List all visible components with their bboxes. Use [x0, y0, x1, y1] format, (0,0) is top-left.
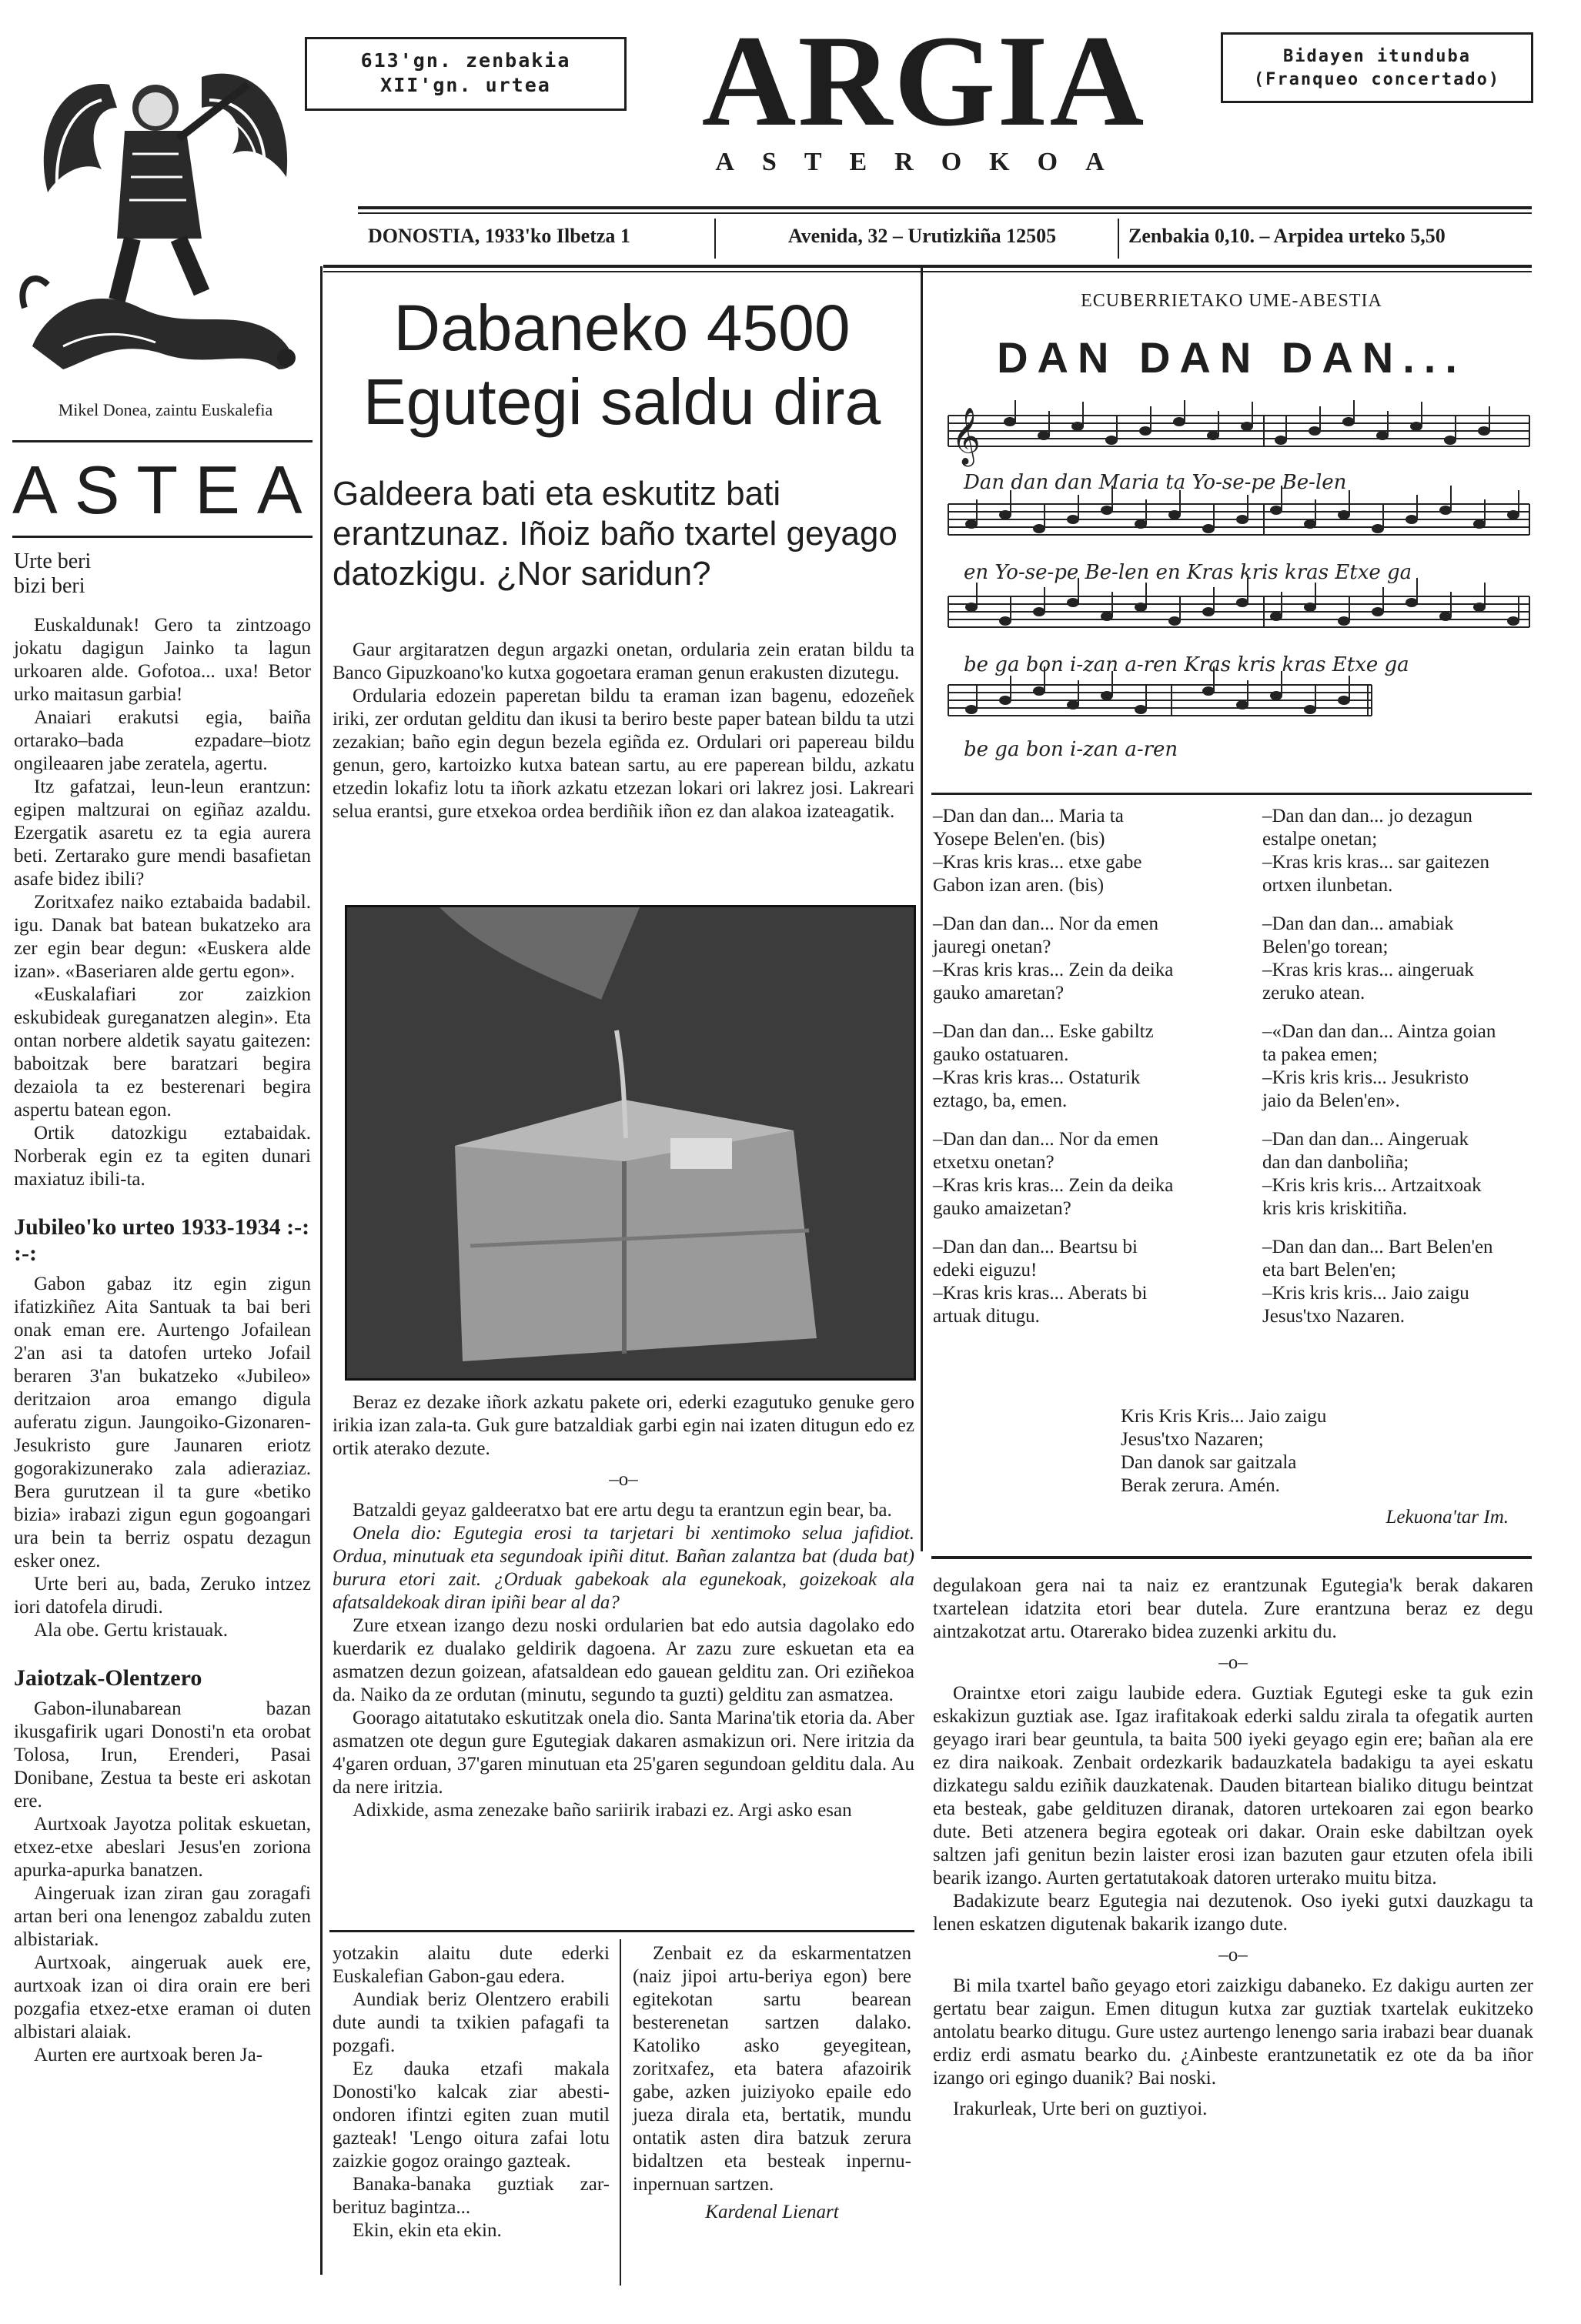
note-head — [1275, 436, 1287, 445]
verse-line: –Kras kris kras... Zein da deika — [933, 1175, 1174, 1196]
note-head — [1004, 417, 1016, 426]
masthead-rule-bottom-2 — [323, 271, 1532, 272]
verse-line: –Dan dan dan... amabiak — [1262, 913, 1454, 934]
verse-line: Jesus'txo Nazaren. — [1262, 1306, 1405, 1327]
olentzero-paragraph: Gabon-ilunabarean bazan ikusgafirik ugari Donosti'n eta orobat Tolosa, Irun, Erenderi, Pasai Donibane, Zestua ta beste eri askotan ere. — [14, 1698, 311, 1811]
note-head — [1071, 422, 1084, 431]
verse-line: ta pakea emen; — [1262, 1044, 1378, 1065]
note-head — [1067, 700, 1079, 710]
verse-right-1 — [1262, 805, 1539, 897]
verse-line: eztago, ba, emen. — [933, 1090, 1068, 1111]
astea-head-1: Urte beri — [14, 549, 92, 573]
note-head — [1135, 603, 1147, 612]
verse-line: gauko amaretan? — [933, 983, 1065, 1003]
verse-line: jauregi onetan? — [933, 937, 1051, 957]
verse-line: –Dan dan dan... Maria ta — [933, 806, 1124, 826]
note-head — [1444, 436, 1456, 445]
note-head — [965, 519, 978, 529]
masthead-divider-2 — [1118, 219, 1119, 259]
body-paragraph: Zure etxean izango dezu noski ordularien bat edo autsia dagolako edo kuerdarik ez dualako geldirik dagoena. Ar zazu zure eskuetan eta ea asmatzen dezun goizean, afatsaldean edo gauean gelditu zan. Ori eziñekoa da. Naiko da ze ordutan (minutu, segundo ta guzti) gelditu zan asmatzea. — [333, 1615, 914, 1705]
astea-paragraph: Itz gafatzai, leun-leun erantzun: egipen maltzurai on egiñaz azaldu. Ezergatik asaretu ez ta egia aurera beti. Zertarako gure mendi basafietan asafe bidez ibili? — [14, 776, 311, 890]
col-left-bottom-paragraph: Aundiak beriz Olentzero erabili dute aundi ta txikien pafagafi ta pozgafi. — [333, 1989, 610, 2056]
main-intro-paragraph: Ordularia edozein paperetan bildu ta eraman izan bagenu, edozeñek iriki, zer ordutan gelditu dan ikusi ta beriro beste paper batean bildu ta utzi zezakian; baño egin degun bezela egiñda ez. Ordulari ori papereau bildu genun, gero, kartoizko kutxa batean sartu, au ere paperean bildu, azkatu etzedin lokafiz lotu ta iñork azkatu etzezan lokari ori lakrez josi. Lakreari selua erantsi, gure etxekoa ordea berdiñik iñon ez dan alakoa izateagatik. — [333, 686, 914, 822]
note-head — [965, 603, 978, 612]
verse-line: gauko amaizetan? — [933, 1198, 1071, 1219]
jubileo-body — [14, 1273, 311, 1642]
note-head — [1101, 506, 1113, 515]
masthead-rule-top — [358, 206, 1532, 209]
lyric-line-2: en Yo-se-pe Be-len en Kras kris kras Etxe ga — [964, 561, 1412, 584]
after-photo-paragraph: Beraz ez dezake iñork azkatu pakete ori, ederki ezagutuko genuke gero irikia izan zala-ta. Guk gure batzaldiak garbi egin nai izaten ditugun edo ez ortik aterako dezute. — [333, 1392, 914, 1459]
note-head — [1067, 598, 1079, 607]
verse-line: dan dan danboliña; — [1262, 1152, 1409, 1173]
verse-line: Belen'go torean; — [1262, 937, 1389, 957]
issue-box — [305, 37, 627, 111]
separator: –o– — [609, 1469, 638, 1490]
col-right-bottom-paragraph: degulakoan gera nai ta naiz ez erantzunak Egutegia'k berak dakaren txartelean idatzita etori bear dutela. Zure erantzuna beraz ez degu aintzakotzat artu. Otarerako bidea zuzenki arkitu du. — [933, 1575, 1533, 1642]
verse-line: kris kris kriskitiña. — [1262, 1198, 1408, 1219]
main-headline-line-1: Dabaneko 4500 — [393, 292, 851, 364]
col-left-bottom-paragraph: Ekin, ekin eta ekin. — [353, 2220, 502, 2241]
verse-line: Yosepe Belen'en. (bis) — [933, 829, 1105, 850]
note-head — [1202, 607, 1215, 616]
verse-line: –Dan dan dan... Eske gabiltz — [933, 1021, 1154, 1042]
verse-line: etxetxu onetan? — [933, 1152, 1055, 1173]
verse-right-4 — [1262, 1128, 1539, 1220]
verse-line: –Dan dan dan... jo dezagun — [1262, 806, 1472, 826]
verses-left — [933, 805, 1233, 1344]
note-head — [1507, 510, 1519, 519]
verses-right — [1262, 805, 1539, 1344]
astea-paragraph: Anaiari erakutsi egia, baiña ortarako–bada ezpadare–biotz ongileaaren jabe zeratela, agertu. — [14, 707, 311, 774]
body-paragraph: Adixkide, asma zenezake baño sariirik irabazi ez. Argi asko esan — [353, 1800, 852, 1821]
note-head — [1376, 431, 1389, 440]
verse-line: –Dan dan dan... Bart Belen'en — [1262, 1237, 1493, 1257]
note-head — [1406, 598, 1418, 607]
note-head — [1135, 705, 1147, 714]
jubileo-heading: Jubileo'ko urteo 1933-1934 :-: :-: — [14, 1214, 310, 1266]
olentzero-paragraph: Aurtxoak, aingeruak auek ere, aurtxoak izan oi dira orain ere beri pozgafia etxez-etxe eraman oi duten albistari alaiak. — [14, 1952, 311, 2042]
body-paragraph: Goorago aitatutako eskutitzak onela dio. Santa Marina'tik etoria da. Aber asmatzen ote degun gure Egutegiak dakaren asmakizun ori. Nere iritzia da 4'garen orduan, 37'garen minutuan eta 25'garen segundoan gelditu dala. Au da nere iritzia. — [333, 1708, 914, 1798]
note-head — [1139, 426, 1151, 436]
col-right-bottom-paragraph: Irakurleak, Urte beri on guztiyoi. — [953, 2099, 1208, 2119]
postage-line-2: (Franqueo concertado) — [1253, 70, 1501, 89]
note-head — [1105, 436, 1118, 445]
column-rule-left — [320, 266, 323, 2275]
astea-body — [14, 614, 311, 1191]
note-head — [1270, 691, 1282, 700]
address: Avenida, 32 – Urutizkiña 12505 — [787, 225, 1057, 247]
lyric-line-4: be ga bon i-zan a-ren — [964, 738, 1178, 761]
note-head — [999, 696, 1011, 705]
note-head — [1338, 510, 1350, 519]
song-score-rule — [931, 793, 1532, 795]
note-head — [1168, 616, 1181, 626]
verse-line: gauko ostatuaren. — [933, 1044, 1069, 1065]
masthead-rule-bottom — [323, 265, 1532, 268]
verse-right-5 — [1262, 1236, 1539, 1328]
verse-left-3 — [933, 1020, 1233, 1113]
note-head — [1270, 612, 1282, 621]
note-head — [1309, 426, 1321, 436]
note-head — [1038, 431, 1050, 440]
col-right-bottom — [933, 1574, 1533, 2121]
note-head — [1067, 515, 1079, 524]
masthead-subtitle: ASTEROKOA — [715, 148, 1132, 176]
verse-line: Berak zerura. Amén. — [1121, 1475, 1280, 1496]
col-left-bottom-paragraph: Banaka-banaka guztiak zar-berituz bagintza... — [333, 2174, 610, 2218]
note-head — [1033, 524, 1045, 533]
col-right-bottom-paragraph: Bi mila txartel baño geyago etori zaizkigu dabaneko. Ez dakigu aurten zer gertatu bear zaigun. Emen ditugun kutxa zar guztiak txartelak eukitzeko antolatu bearko ditugu. Gure ustez aurtengo lenengo saria irabazi bear duanak erdiz erdi asmatu bearko du. ¿Ainbeste erantzunetatik ez ote da ba iñor izango ori egingo duanik? Bai noski. — [933, 1975, 1533, 2089]
verse-line: –Kras kris kras... etxe gabe — [933, 852, 1142, 873]
astea-column — [14, 549, 311, 2067]
note-head — [1473, 603, 1486, 612]
col-mid-bottom-signature: Kardenal Lienart — [705, 2202, 839, 2222]
note-head — [1202, 686, 1215, 696]
note-head — [1033, 607, 1045, 616]
issue-number: 613'gn. zenbakia — [360, 49, 571, 72]
note-head — [999, 510, 1011, 519]
note-head — [1410, 422, 1422, 431]
song-signature: Lekuona'tar Im. — [1385, 1507, 1509, 1528]
note-head — [1439, 612, 1452, 621]
main-intro — [333, 639, 914, 823]
body-paragraph: Onela dio: Egutegia erosi ta tarjetari bi xentimoko selua jafidiot. Ordua, minutuak eta segundoak ipiñi ditut. Bañan zalantza bat (duda bat) burura etori zait. ¿Orduak gabekoak ala egunekoak, goizekoak ala afatsaldekoak diran ipiñi bear al da? — [333, 1523, 914, 1613]
verse-line: jaio da Belen'en». — [1262, 1090, 1400, 1111]
jubileo-paragraph: Urte beri au, bada, Zeruko intzez iori datofela dirudi. — [14, 1574, 311, 1618]
note-head — [1372, 524, 1384, 533]
verse-left-2 — [933, 913, 1233, 1005]
song-title: DAN DAN DAN... — [997, 333, 1466, 382]
song-end-rule — [931, 1556, 1532, 1559]
verse-line: estalpe onetan; — [1262, 829, 1378, 850]
note-head — [1202, 524, 1215, 533]
issue-year: XII'gn. urtea — [380, 74, 551, 96]
verse-line: ortxen ilunbetan. — [1262, 875, 1393, 896]
note-head — [1101, 612, 1113, 621]
note-head — [1168, 510, 1181, 519]
jubileo-paragraph: Ala obe. Gertu kristauak. — [34, 1620, 229, 1641]
note-head — [1173, 417, 1185, 426]
postage-box — [1221, 32, 1533, 103]
song-kicker: ECUBERRIETAKO UME-ABESTIA — [1081, 291, 1382, 311]
verse-line: –Kris kris kris... Jaio zaigu — [1262, 1283, 1469, 1304]
olentzero-heading: Jaiotzak-Olentzero — [14, 1665, 202, 1691]
note-head — [1304, 603, 1316, 612]
verse-line: –Kras kris kras... Zein da deika — [933, 960, 1174, 980]
note-head — [1338, 696, 1350, 705]
note-head — [1338, 616, 1350, 626]
note-head — [1406, 515, 1418, 524]
note-head — [1478, 426, 1490, 436]
verse-right-2 — [1262, 913, 1539, 1005]
after-photo — [333, 1391, 914, 1822]
dateline: DONOSTIA, 1933'ko Ilbetza 1 — [368, 225, 630, 247]
final-verse — [1121, 1405, 1413, 1498]
price: Zenbakia 0,10. – Arpidea urteko 5,50 — [1128, 225, 1446, 247]
lyric-line-3: be ga bon i-zan a-ren Kras kris kras Etxe ga — [964, 653, 1409, 676]
astea-paragraph: Zoritxafez naiko eztabaida badabil. igu. Danak bat batean bukatzeko ara zer egin bear degun: «Euskera alde izan». «Baseriaren alde gertu egon». — [14, 892, 311, 982]
lyric-line-1: Dan dan dan Maria ta Yo-se-pe Be-len — [964, 471, 1347, 494]
verse-line: –Dan dan dan... Nor da emen — [933, 913, 1158, 934]
music-score — [941, 400, 1533, 762]
col-mid-bottom — [633, 1942, 911, 2224]
verse-right-3 — [1262, 1020, 1539, 1113]
note-head — [1304, 519, 1316, 529]
col-mid-bottom-paragraph: Zenbait ez da eskarmentatzen (naiz jipoi artu-beriya egon) bere egitekotan sartu bearean besterenetan sartzen dalako. Katoliko asko geyegitean, zoritxafez, eta batera afazoirik gabe, azken juiziyoko epaile edo jueza dirala eta, bertatik, mundu ontatik asten dira batzuk zerura bidaltzen eta besteak inpernu-inpernuan sartzen. — [633, 1943, 911, 2195]
note-head — [1304, 705, 1316, 714]
note-head — [1135, 519, 1147, 529]
astea-rule-top — [12, 440, 313, 442]
masthead-rule-top-2 — [358, 212, 1532, 214]
verse-line: zeruko atean. — [1262, 983, 1365, 1003]
note-head — [1473, 519, 1486, 529]
col-right-bottom-paragraph: Badakizute bearz Egutegia nai dezutenok. Oso iyeki gutxi dauzkagu ta lenen eskatzen digutenak bakarik izango dute. — [933, 1891, 1533, 1935]
verse-line: –Kras kris kras... Ostaturik — [933, 1067, 1141, 1088]
astea-rule-bottom — [12, 536, 313, 538]
note-head — [1372, 607, 1384, 616]
separator: –o– — [1218, 1945, 1248, 1965]
col-left-bottom — [333, 1942, 610, 2242]
main-headline-line-2: Egutegi saldu dira — [363, 366, 881, 438]
verse-left-5 — [933, 1236, 1233, 1328]
verse-line: Gabon izan aren. (bis) — [933, 875, 1105, 896]
verse-left-1 — [933, 805, 1233, 897]
clock-package-photo — [345, 905, 916, 1381]
astea-title: ASTEA — [12, 452, 319, 528]
staff-1 — [948, 416, 1529, 446]
note-head — [965, 705, 978, 714]
verse-line: –Kris kris kris... Artzaitxoak — [1262, 1175, 1482, 1196]
saint-michael-logo — [17, 54, 309, 377]
note-head — [1236, 598, 1248, 607]
verse-line: Dan danok sar gaitzala — [1121, 1452, 1297, 1473]
svg-text:𝄞: 𝄞 — [951, 408, 981, 465]
bottom-rule — [329, 1930, 914, 1932]
verse-line: –Kras kris kras... aingeruak — [1262, 960, 1474, 980]
verse-left-4 — [933, 1128, 1233, 1220]
note-head — [1241, 422, 1253, 431]
note-head — [1101, 691, 1113, 700]
verse-line: –Dan dan dan... Aingeruak — [1262, 1129, 1469, 1150]
note-head — [1236, 515, 1248, 524]
olentzero-body — [14, 1698, 311, 2067]
note-head — [999, 616, 1011, 626]
bottom-split-rule — [620, 1939, 621, 2286]
note-head — [1207, 431, 1219, 440]
verse-line: edeki eiguzu! — [933, 1260, 1038, 1281]
verse-line: –Kris kris kris... Jesukristo — [1262, 1067, 1469, 1088]
body-paragraph: Batzaldi geyaz galdeeratxo bat ere artu degu ta erantzun egin bear, ba. — [353, 1500, 892, 1521]
note-head — [1033, 686, 1045, 696]
col-right-bottom-paragraph: Oraintxe etori zaigu laubide edera. Guztiak Egutegi eske ta guk ezin eskakizun guztiak ase. Igaz irafitakoak ederki saldu zirala ta ofegatik aurten geyago irari bear geuntula, ta baita 500 iyeki geyago egin ere; bañan ala ere ez dira naikoak. Zenbait ordezkarik badauzkatela badakigu ta ayei eskatu dizkategu saldu eziñik dauzkatenak. Dauden bitartean bialiko ditugu beintzat eta besteak, gabe geldituzen diranak, datoren urtekoaren zai egon bearko dute. Beti atzenera begira egoteak ori dakar. Orain eske dabiltzan oyek saltzen jafi genitun bezin laister erosi izan bazuten gaur etzuten ofela ibili bearik izango. Aurten gertatutakoak datoren urterako muitu bitza. — [933, 1683, 1533, 1888]
postage-line-1: Bidayen itunduba — [1283, 47, 1471, 66]
verse-line: eta bart Belen'en; — [1262, 1260, 1396, 1281]
note-head — [1270, 506, 1282, 515]
verse-line: Kris Kris Kris... Jaio zaigu — [1121, 1406, 1327, 1427]
col-left-bottom-paragraph: Ez dauka etzafi makala Donosti'ko kalcak ziar abesti-ondoren ifintzi egiten zuan mutil gazteak! 'Lengo oitura zafai lotu zaizkie gogoz oraingo gazteak. — [333, 2059, 610, 2172]
logo-caption: Mikel Donea, zaintu Euskalefia — [58, 400, 273, 419]
note-head — [1507, 616, 1519, 626]
jubileo-paragraph: Gabon gabaz itz egin zigun ifatizkiñez Aita Santuak ta bai beri onak eman ere. Aurtengo Jofailean 2'an asi ta datofen urteko Jofail beraren 3'an bukatzeko «Jubileo» deritzaion aroa emango digula auferatu zigun. Jaungoiko-Gizonaren-Jesukristo gure Jaunaren eriotz gogorakizunerako zala adieraziaz. Bera gurutzean il ta gure «betiko bizia» irabazi zigun egun gogoangari ura bein ta berriz ospatu dezagun esker onez. — [14, 1274, 311, 1571]
verse-line: –Kras kris kras... sar gaitezen — [1262, 852, 1490, 873]
verse-line: –«Dan dan dan... Aintza goian — [1262, 1021, 1496, 1042]
main-subhead: Galdeera bati eta eskutitz bati erantzunaz. Iñoiz baño txartel geyago datozkigu. ¿Nor saridun? — [333, 475, 897, 593]
note-head — [1342, 417, 1355, 426]
verse-line: artuak ditugu. — [933, 1306, 1040, 1327]
note-head — [1236, 700, 1248, 710]
olentzero-paragraph: Aingeruak izan ziran gau zoragafi artan beri ona lenengoz zabaldu zuten albistariak. — [14, 1883, 311, 1950]
astea-head-2: bizi beri — [14, 574, 85, 598]
astea-paragraph: «Euskalafiari zor zaizkion eskubideak gureganatzen alegin». Eta ontan norbere aldetik sayatu gaitezen: baboitzak bere baratzari begira dezaiola ta ez besterenari begira aspertu batean egon. — [14, 984, 311, 1120]
astea-paragraph: Euskaldunak! Gero ta zintzoago jokatu dagigun Jainko ta lagun urkoaren alde. Gofotoa... uxa! Betor urko maitasun garbia! — [14, 615, 311, 705]
verse-line: –Dan dan dan... Beartsu bi — [933, 1237, 1138, 1257]
verse-line: –Kras kris kras... Aberats bi — [933, 1283, 1148, 1304]
masthead-title: ARGIA — [701, 8, 1146, 153]
olentzero-paragraph: Aurten ere aurtxoak beren Ja- — [34, 2045, 263, 2065]
olentzero-paragraph: Aurtxoak Jayotza politak eskuetan, etxez-etxe abeslari Jesus'en zoriona apurka-apurka banatzen. — [14, 1814, 311, 1881]
astea-paragraph: Ortik datozkigu eztabaidak. Norberak egin ez ta egiten dunari maxiatuz ibili-ta. — [14, 1123, 311, 1190]
verse-line: Jesus'txo Nazaren; — [1121, 1429, 1264, 1450]
masthead-divider-1 — [714, 219, 716, 259]
note-head — [1439, 506, 1452, 515]
column-rule-right — [921, 266, 923, 1551]
verse-line: –Dan dan dan... Nor da emen — [933, 1129, 1158, 1150]
separator: –o– — [1218, 1652, 1248, 1673]
main-intro-paragraph: Gaur argitaratzen degun argazki onetan, ordularia zein eratan bildu ta Banco Gipuzkoano'ko kutxa gogoetara eraman genun erakusten dizutegu. — [333, 639, 914, 683]
col-left-bottom-paragraph: yotzakin alaitu dute ederki Euskalefian Gabon-gau edera. — [333, 1943, 610, 1987]
